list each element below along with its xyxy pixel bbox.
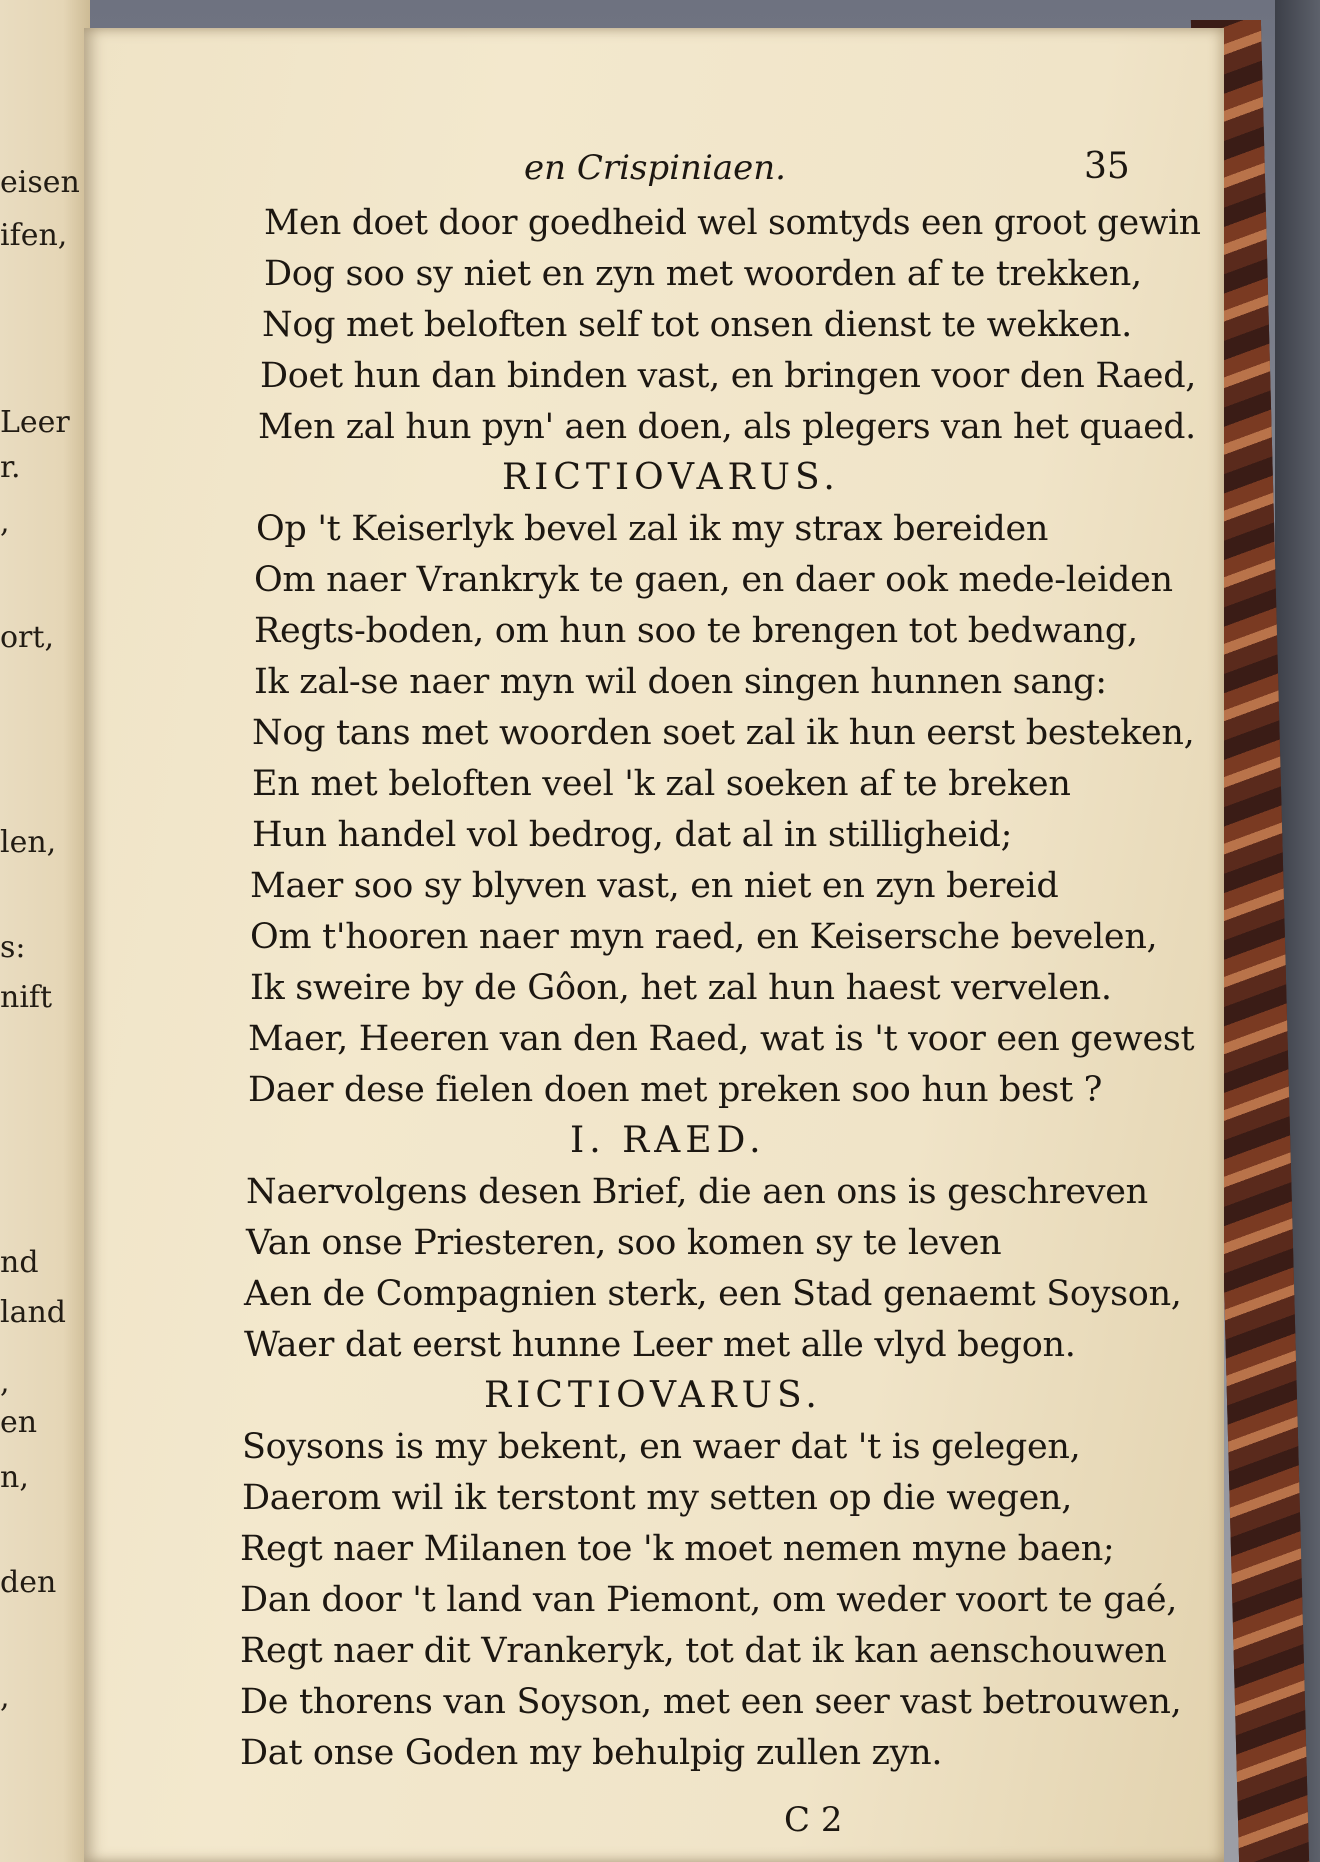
left-fragment: , (0, 505, 10, 540)
verse-line: Regt naer Milanen toe 'k moet nemen myne baen; (240, 1529, 1115, 1569)
verse-line: De thorens van Soyson, met een seer vast betrouwen, (240, 1682, 1182, 1722)
left-fragment: n, (0, 1460, 29, 1495)
verse-line: Soysons is my bekent, en waer dat 't is gelegen, (242, 1427, 1081, 1467)
left-fragment: len, (0, 825, 57, 860)
left-fragment: , (0, 1680, 10, 1715)
left-fragment: , (0, 1365, 10, 1400)
verse-line: Op 't Keiserlyk bevel zal ik my strax bereiden (256, 509, 1049, 549)
left-fragment: nd (0, 1245, 39, 1280)
signature-mark: C 2 (784, 1800, 843, 1840)
verse-line: Men zal hun pyn' aen doen, als plegers van het quaed. (258, 407, 1196, 447)
left-fragment: ort, (0, 620, 54, 655)
verse-line: Maer soo sy blyven vast, en niet en zyn bereid (250, 866, 1059, 906)
verse-line: Van onse Priesteren, soo komen sy te leven (246, 1223, 1002, 1263)
verse-line: Daerom wil ik terstont my setten op die wegen, (242, 1478, 1073, 1518)
verse-line: Naervolgens desen Brief, die aen ons is geschreven (246, 1172, 1148, 1212)
verse-line: Regts-boden, om hun soo te brengen tot bedwang, (254, 611, 1138, 651)
left-fragment: den (0, 1565, 57, 1600)
verse-line: Daer dese fielen doen met preken soo hun best ? (248, 1070, 1103, 1110)
book-page (84, 28, 1224, 1862)
left-fragment: Leer (0, 405, 70, 440)
left-fragment: s: (0, 930, 26, 965)
speaker-heading: RICTIOVARUS. (502, 457, 840, 498)
left-fragment: r. (0, 450, 21, 485)
verse-line: Doet hun dan binden vast, en bringen voor den Raed, (260, 356, 1197, 396)
left-page-fragment (0, 0, 90, 1862)
verse-line: Aen de Compagnien sterk, een Stad genaemt Soyson, (244, 1274, 1182, 1314)
left-fragment: land (0, 1295, 67, 1330)
verse-line: En met beloften veel 'k zal soeken af te breken (252, 764, 1071, 804)
verse-line: Dat onse Goden my behulpig zullen zyn. (240, 1733, 943, 1773)
verse-line: Ik zal-se naer myn wil doen singen hunnen sang: (254, 662, 1107, 702)
verse-line: Nog tans met woorden soet zal ik hun eerst besteken, (252, 713, 1195, 753)
verse-line: Waer dat eerst hunne Leer met alle vlyd begon. (244, 1325, 1076, 1365)
speaker-heading: RICTIOVARUS. (484, 1375, 822, 1416)
verse-line: Regt naer dit Vrankeryk, tot dat ik kan aenschouwen (240, 1631, 1167, 1671)
speaker-heading: I. RAED. (570, 1120, 766, 1161)
verse-line: Maer, Heeren van den Raed, wat is 't voor een gewest (248, 1019, 1195, 1059)
left-fragment: eisen (0, 165, 80, 200)
left-fragment: en (0, 1405, 38, 1440)
verse-line: Dog soo sy niet en zyn met woorden af te trekken, (264, 254, 1142, 294)
verse-line: Dan door 't land van Piemont, om weder voort te gaé, (240, 1580, 1178, 1620)
verse-line: Men doet door goedheid wel somtyds een groot gewin (264, 203, 1201, 243)
verse-line: Om naer Vrankryk te gaen, en daer ook mede-leiden (254, 560, 1173, 600)
verse-line: Ik sweire by de Gôon, het zal hun haest vervelen. (250, 968, 1112, 1008)
verse-line: Om t'hooren naer myn raed, en Keisersche bevelen, (250, 917, 1158, 957)
left-fragment: ifen, (0, 218, 68, 253)
verse-line: Nog met beloften self tot onsen dienst te wekken. (262, 305, 1133, 345)
running-head: en Crispiniaen. (524, 148, 786, 188)
left-fragment: nift (0, 980, 53, 1015)
page-number: 35 (1084, 146, 1130, 187)
verse-line: Hun handel vol bedrog, dat al in stilligheid; (252, 815, 1013, 855)
